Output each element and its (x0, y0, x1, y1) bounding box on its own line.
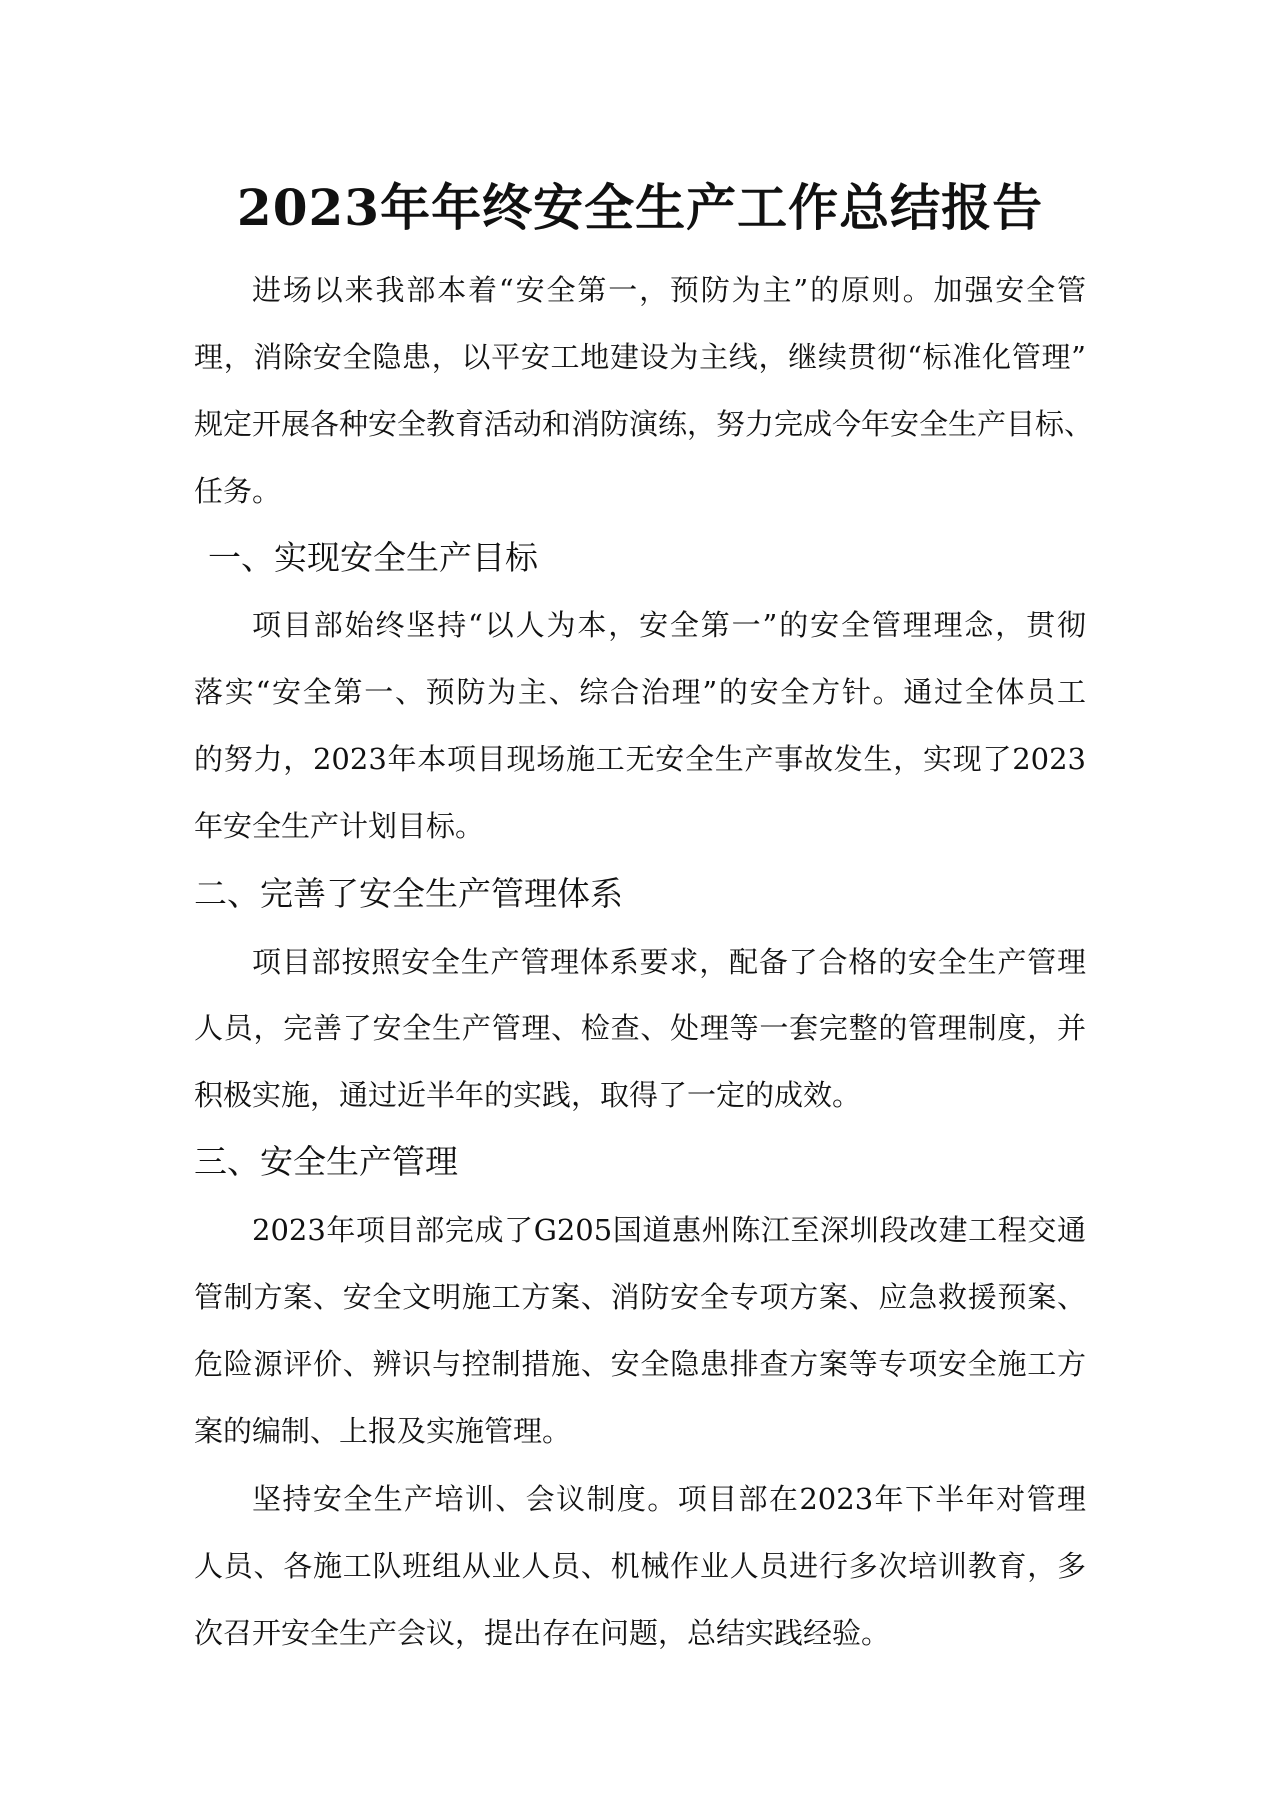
paragraph-line: 任务。 (194, 474, 282, 508)
section-heading: 三、安全生产管理 (194, 1142, 458, 1181)
paragraph-line: 规定开展各种安全教育活动和消防演练，努力完成今年安全生产目标、 (194, 407, 1094, 441)
paragraph-line: 理，消除安全隐患，以平安工地建设为主线，继续贯彻“标准化管理” (194, 340, 1086, 374)
document-title: 2023年年终安全生产工作总结报告 (236, 178, 1044, 237)
paragraph-line: 落实“安全第一、预防为主、综合治理”的安全方针。通过全体员工 (194, 675, 1086, 709)
paragraph-line: 2023年项目部完成了G205国道惠州陈江至深圳段改建工程交通 (252, 1213, 1086, 1247)
paragraph-line: 坚持安全生产培训、会议制度。项目部在2023年下半年对管理 (252, 1482, 1086, 1516)
paragraph-line: 进场以来我部本着“安全第一，预防为主”的原则。加强安全管 (252, 273, 1086, 307)
section-heading: 二、完善了安全生产管理体系 (194, 874, 623, 913)
paragraph-line: 项目部始终坚持“以人为本，安全第一”的安全管理理念，贯彻 (252, 608, 1086, 642)
paragraph-line: 人员，完善了安全生产管理、检查、处理等一套完整的管理制度，并 (194, 1011, 1086, 1045)
paragraph-line: 项目部按照安全生产管理体系要求，配备了合格的安全生产管理 (252, 945, 1086, 979)
section-heading: 一、实现安全生产目标 (208, 538, 538, 577)
paragraph-line: 案的编制、上报及实施管理。 (194, 1414, 572, 1448)
paragraph-line: 次召开安全生产会议，提出存在问题，总结实践经验。 (194, 1616, 891, 1650)
paragraph-line: 危险源评价、辨识与控制措施、安全隐患排查方案等专项安全施工方 (194, 1347, 1086, 1381)
paragraph-line: 的努力，2023年本项目现场施工无安全生产事故发生，实现了2023 (194, 742, 1086, 776)
paragraph-line: 人员、各施工队班组从业人员、机械作业人员进行多次培训教育，多 (194, 1549, 1086, 1583)
paragraph-line: 管制方案、安全文明施工方案、消防安全专项方案、应急救援预案、 (194, 1280, 1086, 1314)
paragraph-line: 积极实施，通过近半年的实践，取得了一定的成效。 (194, 1078, 862, 1112)
paragraph-line: 年安全生产计划目标。 (194, 809, 485, 843)
